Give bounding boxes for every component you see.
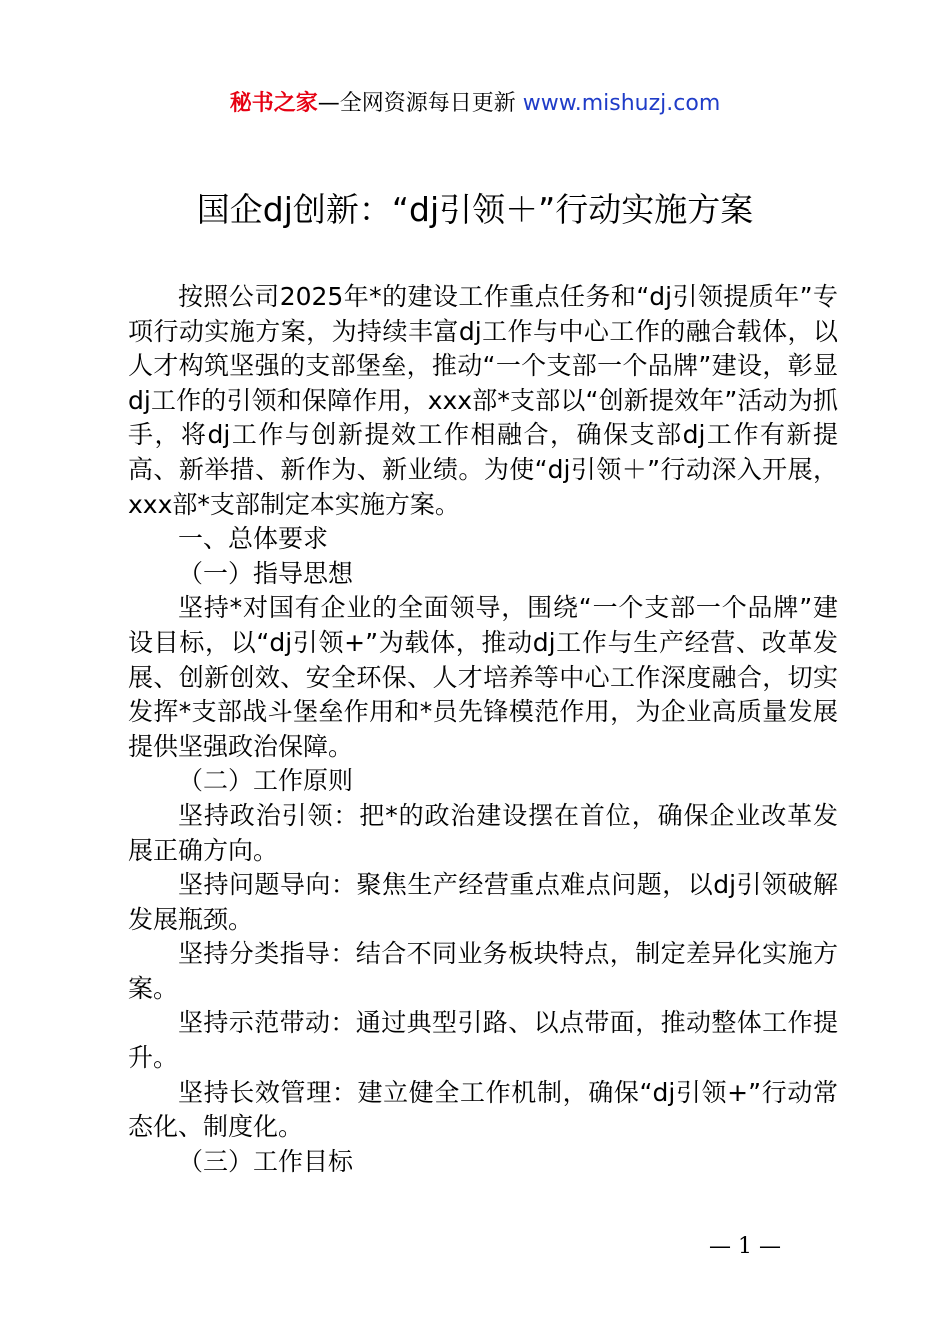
site-url-link[interactable]: www.mishuzj.com [522, 91, 721, 116]
brand-name: 秘书之家 [229, 91, 318, 116]
header-slogan: —全网资源每日更新 [317, 91, 516, 116]
principle-paragraph: 坚持问题导向：聚焦生产经营重点难点问题，以dj引领破解发展瓶颈。 [128, 870, 838, 934]
principle-paragraph: 坚持长效管理：建立健全工作机制，确保“dj引领+”行动常态化、制度化。 [128, 1077, 838, 1142]
page-number: — 1 — [709, 1234, 781, 1259]
subsection-heading-guiding-ideology: （一）指导思想 [178, 558, 354, 588]
principle-paragraph: 坚持政治引领：把*的政治建设摆在首位，确保企业改革发展正确方向。 [128, 800, 838, 865]
site-header [0, 88, 950, 120]
principle-paragraph: 坚持示范带动：通过典型引路、以点带面，推动整体工作提升。 [128, 1008, 838, 1073]
section-heading-overall-requirements: 一、总体要求 [178, 524, 329, 554]
document-title: 国企dj创新：“dj引领＋”行动实施方案 [196, 190, 754, 229]
subsection-heading-work-principles: （二）工作原则 [178, 766, 354, 796]
subsection-heading-work-goals: （三）工作目标 [178, 1146, 354, 1176]
document-body [128, 280, 838, 1179]
principle-paragraph: 坚持分类指导：结合不同业务板块特点，制定差异化实施方案。 [128, 939, 838, 1003]
body-paragraph: 坚持*对国有企业的全面领导，围绕“一个支部一个品牌”建设目标，以“dj引领+”为载体，推动dj工作与生产经营、改革发展、创新创效、安全环保、人才培养等中心工作深度融合，切实发挥*支部战斗堡垒作用和*员先锋模范作用，为企业高质量发展提供坚强政治保障。 [128, 593, 838, 761]
intro-paragraph: 按照公司2025年*的建设工作重点任务和“dj引领提质年”专项行动实施方案，为持续丰富dj工作与中心工作的融合载体，以人才构筑坚强的支部堡垒，推动“一个支部一个品牌”建设，彰显dj工作的引领和保障作用，xxx部*支部以“创新提效年”活动为抓手，将dj工作与创新提效工作相融合，确保支部dj工作有新提高、新举措、新作为、新业绩。为使“dj引领＋”行动深入开展，xxx部*支部制定本实施方案。 [128, 282, 838, 519]
